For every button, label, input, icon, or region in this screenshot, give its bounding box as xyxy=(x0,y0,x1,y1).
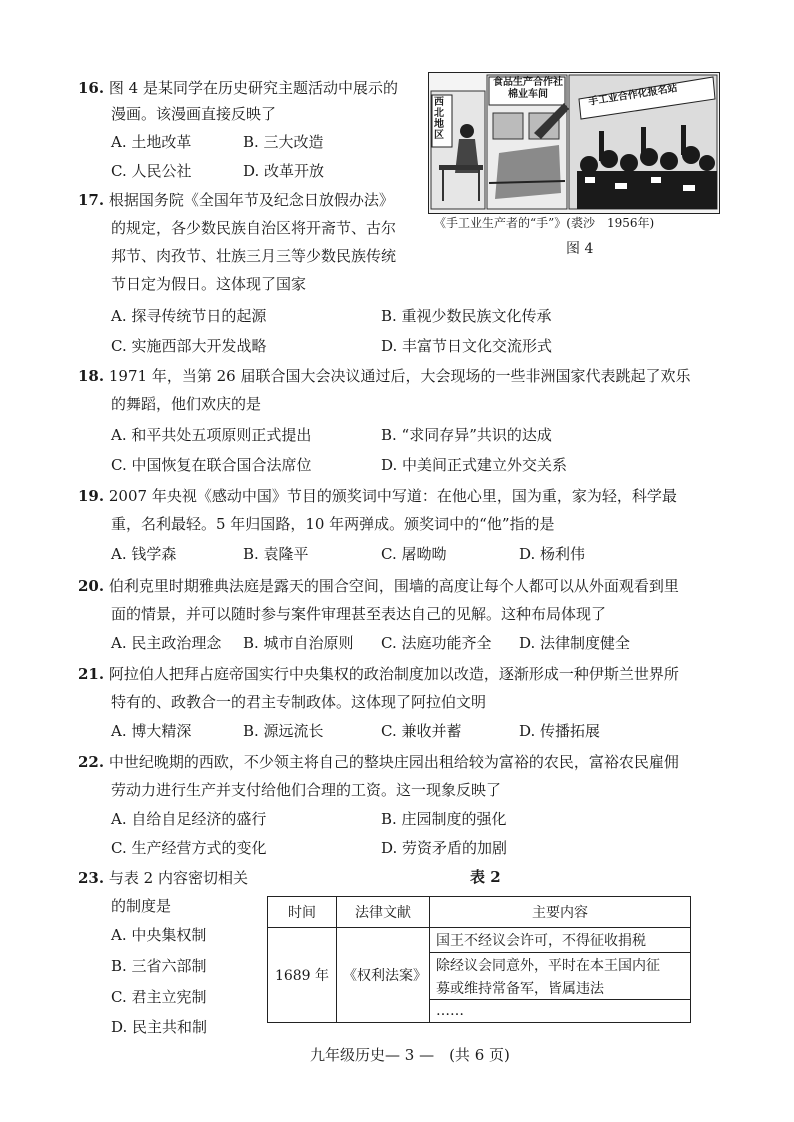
question-stem-line: 邦节、肉孜节、壮族三月三等少数民族传统 xyxy=(111,247,397,265)
question-number: 18. xyxy=(78,367,105,385)
option-d[interactable]: D. 劳资矛盾的加剧 xyxy=(381,839,508,857)
option-b[interactable]: B. 袁隆平 xyxy=(243,545,309,563)
option-b[interactable]: B. 城市自治原则 xyxy=(243,634,354,652)
question-stem-line: 特有的、政教合一的君主专制政体。这体现了阿拉伯文明 xyxy=(111,693,487,711)
option-d[interactable]: D. 传播拓展 xyxy=(519,722,601,740)
question-stem-line: 的规定，各少数民族自治区将开斋节、古尔 xyxy=(111,219,397,237)
question-stem-line: 阿拉伯人把拜占庭帝国实行中央集权的政治制度加以改造，逐渐形成一种伊斯兰世界所 xyxy=(108,665,679,683)
question-23 xyxy=(78,864,248,892)
option-d[interactable]: D. 杨利伟 xyxy=(519,545,586,563)
question-18 xyxy=(78,362,690,390)
question-number: 17. xyxy=(78,191,105,209)
option-c[interactable]: C. 人民公社 xyxy=(111,162,192,180)
option-d[interactable]: D. 中美间正式建立外交关系 xyxy=(381,456,568,474)
option-a[interactable]: A. 民主政治理念 xyxy=(111,634,222,652)
question-stem-line: 与表 2 内容密切相关 xyxy=(108,869,248,887)
question-19 xyxy=(78,482,677,510)
question-number: 21. xyxy=(78,665,105,683)
question-stem-line: 的制度是 xyxy=(111,897,172,915)
option-b[interactable]: B. 源远流长 xyxy=(243,722,324,740)
option-b[interactable]: B. “求同存异”共识的达成 xyxy=(381,426,552,444)
sign-text: 棉业车间 xyxy=(508,89,548,100)
question-20 xyxy=(78,572,679,600)
option-a[interactable]: A. 中央集权制 xyxy=(111,926,207,944)
question-number: 16. xyxy=(78,79,105,97)
question-stem-line: 劳动力进行生产并支付给他们合理的工资。这一现象反映了 xyxy=(111,781,502,799)
figure-4-cartoon xyxy=(428,72,720,214)
question-stem-line: 根据国务院《全国年节及纪念日放假办法》 xyxy=(108,191,394,209)
question-stem-line: 图 4 是某同学在历史研究主题活动中展示的 xyxy=(108,79,398,97)
option-d[interactable]: D. 民主共和制 xyxy=(111,1018,208,1036)
question-stem-line: 漫画。该漫画直接反映了 xyxy=(111,105,277,123)
question-stem-line: 面的情景，并可以随时参与案件审理甚至表达自己的见解。这种布局体现了 xyxy=(111,605,607,623)
cartoon-sign-registration: 手工业合作化报名站 xyxy=(587,82,679,108)
option-c[interactable]: C. 法庭功能齐全 xyxy=(381,634,492,652)
question-16 xyxy=(78,74,398,102)
cartoon-sign-cooperative xyxy=(489,77,567,101)
option-c[interactable]: C. 实施西部大开发战略 xyxy=(111,337,267,355)
option-c[interactable]: C. 君主立宪制 xyxy=(111,988,207,1006)
question-17 xyxy=(78,186,394,214)
question-number: 23. xyxy=(78,869,105,887)
question-stem-line: 的舞蹈，他们欢庆的是 xyxy=(111,395,262,413)
table-row xyxy=(268,928,691,953)
option-a[interactable]: A. 和平共处五项原则正式提出 xyxy=(111,426,312,444)
option-a[interactable]: A. 博大精深 xyxy=(111,722,192,740)
option-a[interactable]: A. 探寻传统节日的起源 xyxy=(111,307,267,325)
header-content: 主要内容 xyxy=(430,897,691,928)
header-time: 时间 xyxy=(268,897,337,928)
cell-content: …… xyxy=(430,1000,691,1023)
table-title: 表 2 xyxy=(470,868,501,886)
option-a[interactable]: A. 钱学森 xyxy=(111,545,177,563)
cell-content: 募或维持常备军，皆属违法 xyxy=(430,977,691,1000)
option-c[interactable]: C. 屠呦呦 xyxy=(381,545,447,563)
option-c[interactable]: C. 兼收并蓄 xyxy=(381,722,462,740)
page-footer: 九年级历史— 3 — (共 6 页) xyxy=(310,1046,510,1064)
question-number: 20. xyxy=(78,577,105,595)
cell-content: 国王不经议会许可，不得征收捐税 xyxy=(430,928,691,953)
question-number: 22. xyxy=(78,753,105,771)
option-c[interactable]: C. 生产经营方式的变化 xyxy=(111,839,267,857)
table-header-row xyxy=(268,897,691,928)
question-stem-line: 重，名利最轻。5 年归国路，10 年两弹成。颁奖词中的“他”指的是 xyxy=(111,515,555,533)
option-d[interactable]: D. 法律制度健全 xyxy=(519,634,631,652)
option-b[interactable]: B. 庄园制度的强化 xyxy=(381,810,507,828)
question-stem-line: 2007 年央视《感动中国》节目的颁奖词中写道：在他心里，国为重，家为轻，科学最 xyxy=(108,487,677,505)
question-22 xyxy=(78,748,679,776)
question-stem-line: 中世纪晚期的西欧，不少领主将自己的整块庄园出租给较为富裕的农民，富裕农民雇佣 xyxy=(108,753,679,771)
option-b[interactable]: B. 三省六部制 xyxy=(111,957,207,975)
cell-year: 1689 年 xyxy=(268,928,337,1023)
option-b[interactable]: B. 三大改造 xyxy=(243,133,324,151)
question-number: 19. xyxy=(78,487,105,505)
question-stem-line: 伯利克里时期雅典法庭是露天的围合空间，围墙的高度让每个人都可以从外面观看到里 xyxy=(108,577,679,595)
sign-text: 食品生产合作社 xyxy=(493,77,563,88)
question-21 xyxy=(78,660,679,688)
cell-document: 《权利法案》 xyxy=(337,928,430,1023)
option-c[interactable]: C. 中国恢复在联合国合法席位 xyxy=(111,456,312,474)
cell-content: 除经议会同意外，平时在本王国内征 xyxy=(430,953,691,978)
question-stem-line: 节日定为假日。这体现了国家 xyxy=(111,275,307,293)
option-b[interactable]: B. 重视少数民族文化传承 xyxy=(381,307,552,325)
figure-label: 图 4 xyxy=(566,241,594,257)
table-2 xyxy=(267,896,691,1023)
header-document: 法律文献 xyxy=(337,897,430,928)
figure-caption: 《手工业生产者的“手”》(裘沙 1956年) xyxy=(434,216,655,230)
option-d[interactable]: D. 改革开放 xyxy=(243,162,325,180)
option-a[interactable]: A. 土地改革 xyxy=(111,133,192,151)
option-a[interactable]: A. 自给自足经济的盛行 xyxy=(111,810,267,828)
question-stem-line: 1971 年，当第 26 届联合国大会决议通过后，大会现场的一些非洲国家代表跳起了欢乐 xyxy=(108,367,691,385)
cartoon-sign-vertical: 西北地区 xyxy=(434,97,444,141)
option-d[interactable]: D. 丰富节日文化交流形式 xyxy=(381,337,553,355)
